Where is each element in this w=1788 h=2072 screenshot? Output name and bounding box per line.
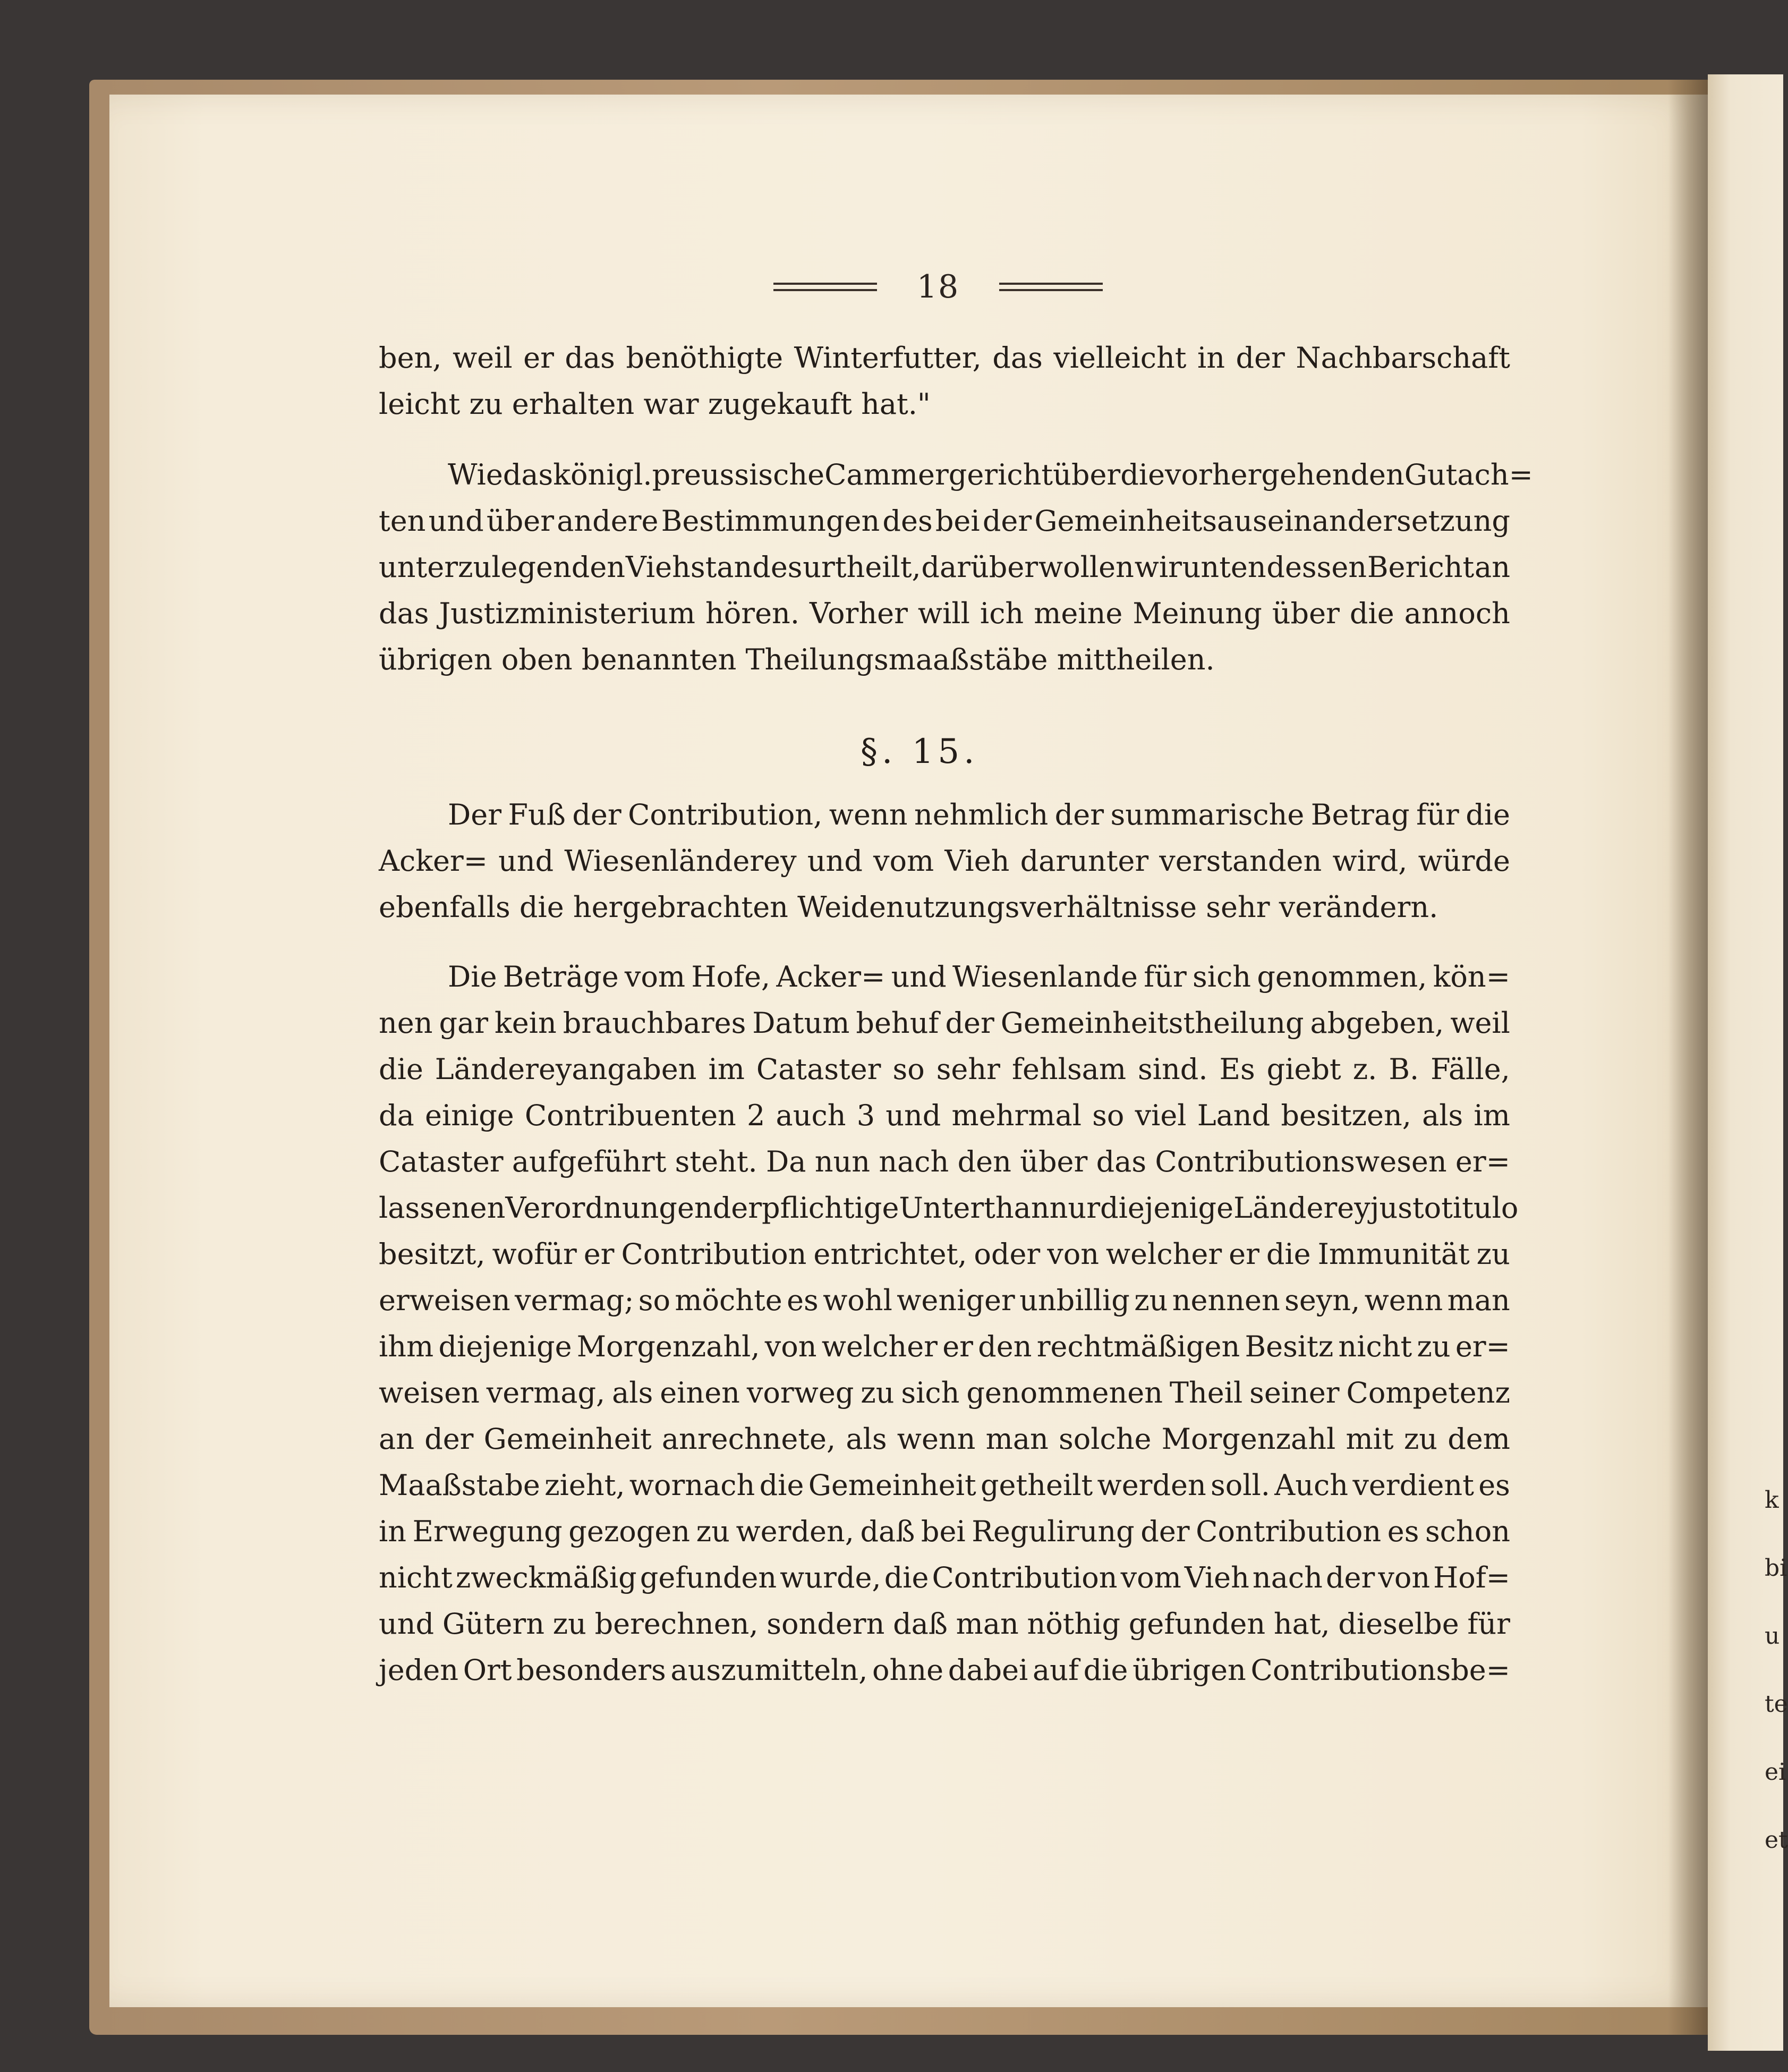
header-rule-left	[773, 283, 877, 291]
right-fragment: k	[1765, 1487, 1779, 1514]
text-line: Cataster aufgeführt steht. Da nun nach den über das Contributionswesen er=	[379, 1145, 1510, 1178]
text-line: besitzt, wofür er Contribution entrichtet, oder von welcher er die Immunität zu	[379, 1237, 1510, 1271]
text-line: Acker= und Wiesenländerey und vom Vieh darunter verstanden wird, würde	[379, 844, 1510, 878]
right-fragment: bi	[1765, 1555, 1787, 1582]
text-line: Der Fuß der Contribution, wenn nehmlich der summarische Betrag für die	[448, 798, 1510, 831]
header-rule-right	[999, 283, 1103, 291]
text-line: erweisen vermag; so möchte es wohl weniger unbillig zu nennen seyn, wenn man	[379, 1284, 1510, 1317]
text-line: weisen vermag, als einen vorweg zu sich genommenen Theil seiner Competenz	[379, 1376, 1510, 1409]
right-fragment: te	[1765, 1691, 1788, 1718]
page-number: 18	[916, 268, 960, 305]
text-line: Maaßstabe zieht, wornach die Gemeinheit getheilt werden soll. Auch verdient es	[379, 1468, 1510, 1502]
text-line: die Ländereyangaben im Cataster so sehr fehlsam sind. Es giebt z. B. Fälle,	[379, 1052, 1510, 1086]
paragraph-continued	[379, 335, 1510, 427]
book-gutter	[1668, 80, 1710, 2035]
paragraph-amounts	[379, 954, 1519, 1693]
text-line: leicht zu erhalten war zugekauft hat."	[379, 387, 931, 421]
right-fragment: u	[1765, 1623, 1780, 1650]
text-line: lassenen Verordnungen der pflichtige Unterthan nur diejenige Länderey justo titulo	[379, 1191, 1519, 1225]
text-line: ebenfalls die hergebrachten Weidenutzungsverhältnisse sehr verändern.	[379, 890, 1438, 924]
text-line: jeden Ort besonders auszumitteln, ohne dabei auf die übrigen Contributionsbe=	[379, 1653, 1510, 1687]
text-line: nicht zweckmäßig gefunden wurde, die Contribution vom Vieh nach der von Hof=	[379, 1561, 1510, 1594]
text-line: Wie das königl. preussische Cammergericht über die vorhergehenden Gutach=	[448, 458, 1533, 491]
right-fragment: ei	[1765, 1759, 1786, 1786]
text-line: in Erwegung gezogen zu werden, daß bei Regulirung der Contribution es schon	[379, 1515, 1510, 1548]
right-fragment: et	[1765, 1827, 1788, 1854]
paragraph-court-opinion	[379, 452, 1533, 683]
text-line: übrigen oben benannten Theilungsmaaßstäbe mittheilen.	[379, 643, 1215, 676]
text-line: ihm diejenige Morgenzahl, von welcher er den rechtmäßigen Besitz nicht zu er=	[379, 1330, 1510, 1363]
section-heading: §. 15.	[861, 732, 979, 771]
text-line: ten und über andere Bestimmungen des bei der Gemeinheitsauseinandersetzung	[379, 504, 1510, 538]
right-page-fragments	[1765, 1466, 1788, 1874]
text-line: unterzulegenden Viehstandes urtheilt, darüber wollen wir unten dessen Bericht an	[379, 550, 1510, 584]
paragraph-contribution	[379, 792, 1510, 930]
text-line: ben, weil er das benöthigte Winterfutter, das vielleicht in der Nachbarschaft	[379, 341, 1510, 375]
text-line: an der Gemeinheit anrechnete, als wenn man solche Morgenzahl mit zu dem	[379, 1422, 1510, 1456]
text-line: nen gar kein brauchbares Datum behuf der Gemeinheitstheilung abgeben, weil	[379, 1006, 1510, 1040]
text-line: und Gütern zu berechnen, sondern daß man nöthig gefunden hat, dieselbe für	[379, 1607, 1510, 1641]
text-line: das Justizministerium hören. Vorher will ich meine Meinung über die annoch	[379, 597, 1510, 630]
page-header	[773, 266, 1103, 308]
text-line: da einige Contribuenten 2 auch 3 und mehrmal so viel Land besitzen, als im	[379, 1099, 1510, 1132]
text-line: Die Beträge vom Hofe, Acker= und Wiesenlande für sich genommen, kön=	[448, 960, 1510, 993]
